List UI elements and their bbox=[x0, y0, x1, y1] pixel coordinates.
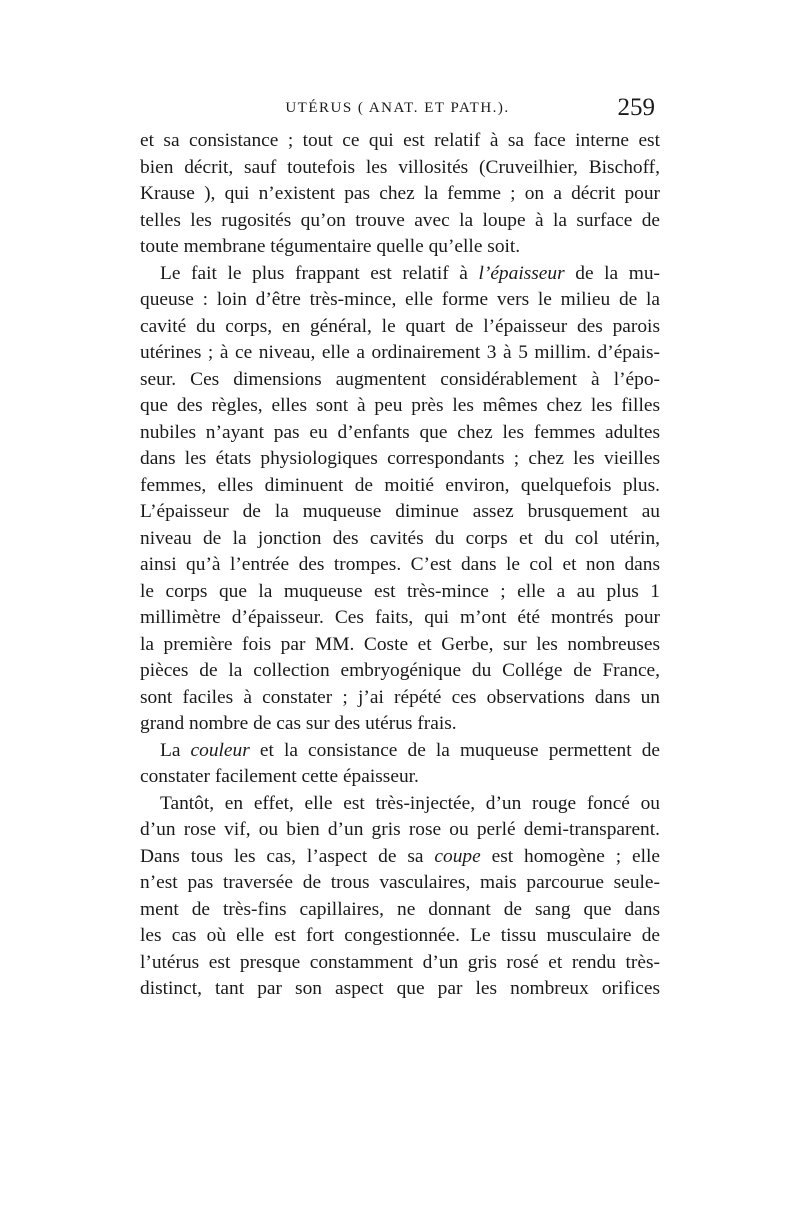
text-line: pièces de la collection embryogénique du Collége de France, bbox=[140, 660, 660, 681]
text-line bbox=[140, 261, 660, 288]
text-line: nubiles n’ayant pas eu d’enfants que chez les femmes adultes bbox=[140, 421, 660, 443]
text-line: L’épaisseur de la muqueuse diminue assez brusquement au bbox=[140, 501, 660, 522]
text-run: La bbox=[160, 739, 191, 761]
text-line: la première fois par MM. Coste et Gerbe, sur les nombreuses bbox=[140, 633, 660, 655]
text-line bbox=[140, 844, 660, 871]
text-run: Le fait le plus frappant est relatif à bbox=[160, 262, 479, 284]
text-line: millimètre d’épaisseur. Ces faits, qui m’ont été montrés pour bbox=[140, 607, 660, 628]
text-line: utérines ; à ce niveau, elle a ordinairement 3 à 5 millim. d’épais- bbox=[140, 342, 660, 363]
running-head bbox=[140, 96, 655, 124]
text-line: queuse : loin d’être très-mince, elle forme vers le milieu de la bbox=[140, 289, 660, 310]
text-line: que des règles, elles sont à peu près les mêmes chez les filles bbox=[140, 395, 660, 416]
text-line: niveau de la jonction des cavités du corps et du col utérin, bbox=[140, 527, 660, 549]
text-line: ainsi qu’à l’entrée des trompes. C’est dans le col et non dans bbox=[140, 554, 660, 575]
text-line: Tantôt, en effet, elle est très-injectée, d’un rouge foncé ou bbox=[160, 792, 660, 814]
text-line: ment de très-fins capillaires, ne donnant de sang que dans bbox=[140, 898, 660, 920]
text-line: toute membrane tégumentaire quelle qu’elle soit. bbox=[140, 236, 521, 257]
text-line: d’un rose vif, ou bien d’un gris rose ou perlé demi-transparent. bbox=[140, 819, 660, 840]
body-text bbox=[140, 128, 660, 1003]
running-title: UTÉRUS ( ANAT. ET PATH.). bbox=[285, 100, 510, 116]
text-line: cavité du corps, en général, le quart de l’épaisseur des parois bbox=[140, 315, 660, 337]
text-run: et la consistance de la muqueuse permettent de bbox=[249, 739, 660, 761]
text-line: femmes, elles diminuent de moitié environ, quelquefois plus. bbox=[140, 474, 660, 496]
text-line: seur. Ces dimensions augmentent considérablement à l’épo- bbox=[140, 368, 660, 390]
text-line: l’utérus est presque constamment d’un gris rosé et rendu très- bbox=[140, 951, 660, 973]
text-run: Dans tous les cas, l’aspect de sa bbox=[140, 845, 435, 867]
text-line: et sa consistance ; tout ce qui est relatif à sa face interne est bbox=[140, 130, 660, 151]
text-line: n’est pas traversée de trous vasculaires, mais parcourue seule- bbox=[140, 872, 660, 893]
text-run: de la mu- bbox=[564, 262, 660, 284]
text-line: constater facilement cette épaisseur. bbox=[140, 766, 419, 787]
italic-term: couleur bbox=[190, 739, 250, 761]
text-line: Krause ), qui n’existent pas chez la femme ; on a décrit pour bbox=[140, 183, 660, 204]
text-line: dans les états physiologiques correspondants ; chez les vieilles bbox=[140, 448, 660, 469]
italic-term: l’épaisseur bbox=[478, 262, 565, 284]
text-line: les cas où elle est fort congestionnée. Le tissu musculaire de bbox=[140, 925, 660, 946]
text-line: bien décrit, sauf toutefois les villosités (Cruveilhier, Bischoff, bbox=[140, 156, 660, 178]
text-line: grand nombre de cas sur des utérus frais. bbox=[140, 713, 457, 734]
text-line: sont faciles à constater ; j’ai répété ces observations dans un bbox=[140, 686, 660, 708]
text-line bbox=[140, 738, 660, 765]
text-run: est homogène ; elle bbox=[480, 845, 660, 867]
page-number: 259 bbox=[617, 94, 655, 121]
italic-term: coupe bbox=[434, 845, 481, 867]
text-line: telles les rugosités qu’on trouve avec la loupe à la surface de bbox=[140, 209, 660, 231]
text-line: distinct, tant par son aspect que par les nombreux orifices bbox=[140, 978, 660, 999]
text-line: le corps que la muqueuse est très-mince ; elle a au plus 1 bbox=[140, 580, 660, 602]
